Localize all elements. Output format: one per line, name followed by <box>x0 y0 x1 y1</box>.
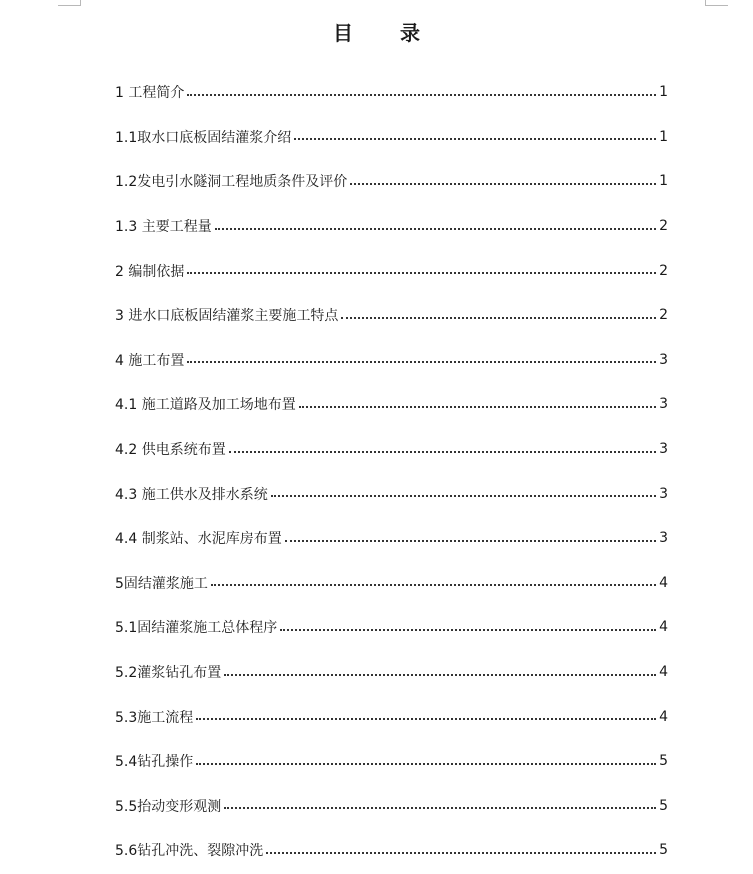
toc-dot-leader <box>294 137 656 140</box>
toc-entry-page-number: 3 <box>659 396 668 413</box>
toc-dot-leader <box>196 762 656 765</box>
toc-dot-leader <box>196 717 656 720</box>
toc-entry-label[interactable]: 1.1取水口底板固结灌浆介绍 <box>115 129 292 146</box>
toc-entry-label[interactable]: 5.5抬动变形观测 <box>115 798 222 815</box>
toc-entry[interactable] <box>115 561 668 606</box>
toc-entry[interactable] <box>115 204 668 249</box>
toc-dot-leader <box>187 93 656 96</box>
toc-entry-page-number: 5 <box>659 842 668 859</box>
toc-entry[interactable] <box>115 650 668 695</box>
toc-entry-page-number: 4 <box>659 574 668 591</box>
toc-dot-leader <box>271 494 656 497</box>
toc-title: 目 录 <box>333 21 440 45</box>
toc-dot-leader <box>350 182 656 185</box>
toc-entry[interactable] <box>115 784 668 829</box>
toc-entry-page-number: 2 <box>659 262 668 279</box>
toc-dot-leader <box>299 405 656 408</box>
toc-entry-label[interactable]: 4.2 供电系统布置 <box>115 442 226 459</box>
toc-entry-page-number: 5 <box>659 753 668 770</box>
toc-entry-label[interactable]: 1 工程简介 <box>115 85 185 102</box>
toc-dot-leader <box>211 583 656 586</box>
toc-entry-label[interactable]: 5.6钻孔冲洗、裂隙冲洗 <box>115 843 264 860</box>
page-corner-mark-right <box>705 0 728 6</box>
toc-entry[interactable] <box>115 159 668 204</box>
toc-entry-label[interactable]: 5固结灌浆施工 <box>115 575 208 592</box>
toc-entry-label[interactable]: 5.1固结灌浆施工总体程序 <box>115 620 278 637</box>
toc-entry[interactable] <box>115 427 668 472</box>
toc-entry[interactable] <box>115 828 668 873</box>
toc-entry-page-number: 3 <box>659 351 668 368</box>
toc-entry[interactable] <box>115 605 668 650</box>
toc-entry-page-number: 1 <box>659 128 668 145</box>
toc-entry[interactable] <box>115 739 668 784</box>
toc-entry-label[interactable]: 4 施工布置 <box>115 352 185 369</box>
toc-dot-leader <box>285 539 656 542</box>
toc-dot-leader <box>187 271 656 274</box>
toc-entry[interactable] <box>115 471 668 516</box>
toc-entry-label[interactable]: 4.1 施工道路及加工场地布置 <box>115 397 296 414</box>
toc-entry[interactable] <box>115 338 668 383</box>
toc-dot-leader <box>341 316 656 319</box>
toc-entry-page-number: 4 <box>659 708 668 725</box>
toc-entry-page-number: 3 <box>659 441 668 458</box>
toc-entry-page-number: 1 <box>659 84 668 101</box>
toc-entry-page-number: 4 <box>659 664 668 681</box>
toc-dot-leader <box>224 806 656 809</box>
toc-dot-leader <box>215 227 656 230</box>
toc-entry[interactable] <box>115 70 668 115</box>
toc-dot-leader <box>187 360 656 363</box>
toc-entry-label[interactable]: 5.3施工流程 <box>115 709 194 726</box>
toc-entry[interactable] <box>115 516 668 561</box>
toc-entry[interactable] <box>115 694 668 739</box>
toc-entry-label[interactable]: 4.3 施工供水及排水系统 <box>115 486 268 503</box>
toc-entry-label[interactable]: 5.2灌浆钻孔布置 <box>115 665 222 682</box>
toc-dot-leader <box>280 628 656 631</box>
toc-entry-page-number: 2 <box>659 218 668 235</box>
toc-entry[interactable] <box>115 293 668 338</box>
toc-entry-label[interactable]: 1.2发电引水隧洞工程地质条件及评价 <box>115 174 348 191</box>
page-corner-mark-left <box>58 0 81 6</box>
toc-entry[interactable] <box>115 382 668 427</box>
toc-dot-leader <box>266 851 656 854</box>
table-of-contents <box>115 70 668 873</box>
toc-entry-label[interactable]: 1.3 主要工程量 <box>115 219 212 236</box>
toc-entry-label[interactable]: 3 进水口底板固结灌浆主要施工特点 <box>115 308 339 325</box>
toc-entry-page-number: 5 <box>659 797 668 814</box>
toc-entry-page-number: 1 <box>659 173 668 190</box>
toc-entry[interactable] <box>115 115 668 160</box>
toc-entry-page-number: 3 <box>659 530 668 547</box>
toc-entry-page-number: 2 <box>659 307 668 324</box>
toc-entry-label[interactable]: 4.4 制浆站、水泥库房布置 <box>115 531 282 548</box>
toc-dot-leader <box>224 673 656 676</box>
toc-entry-page-number: 3 <box>659 485 668 502</box>
toc-entry-page-number: 4 <box>659 619 668 636</box>
toc-entry[interactable] <box>115 248 668 293</box>
toc-entry-label[interactable]: 2 编制依据 <box>115 263 185 280</box>
toc-dot-leader <box>229 450 656 453</box>
toc-entry-label[interactable]: 5.4钻孔操作 <box>115 754 194 771</box>
